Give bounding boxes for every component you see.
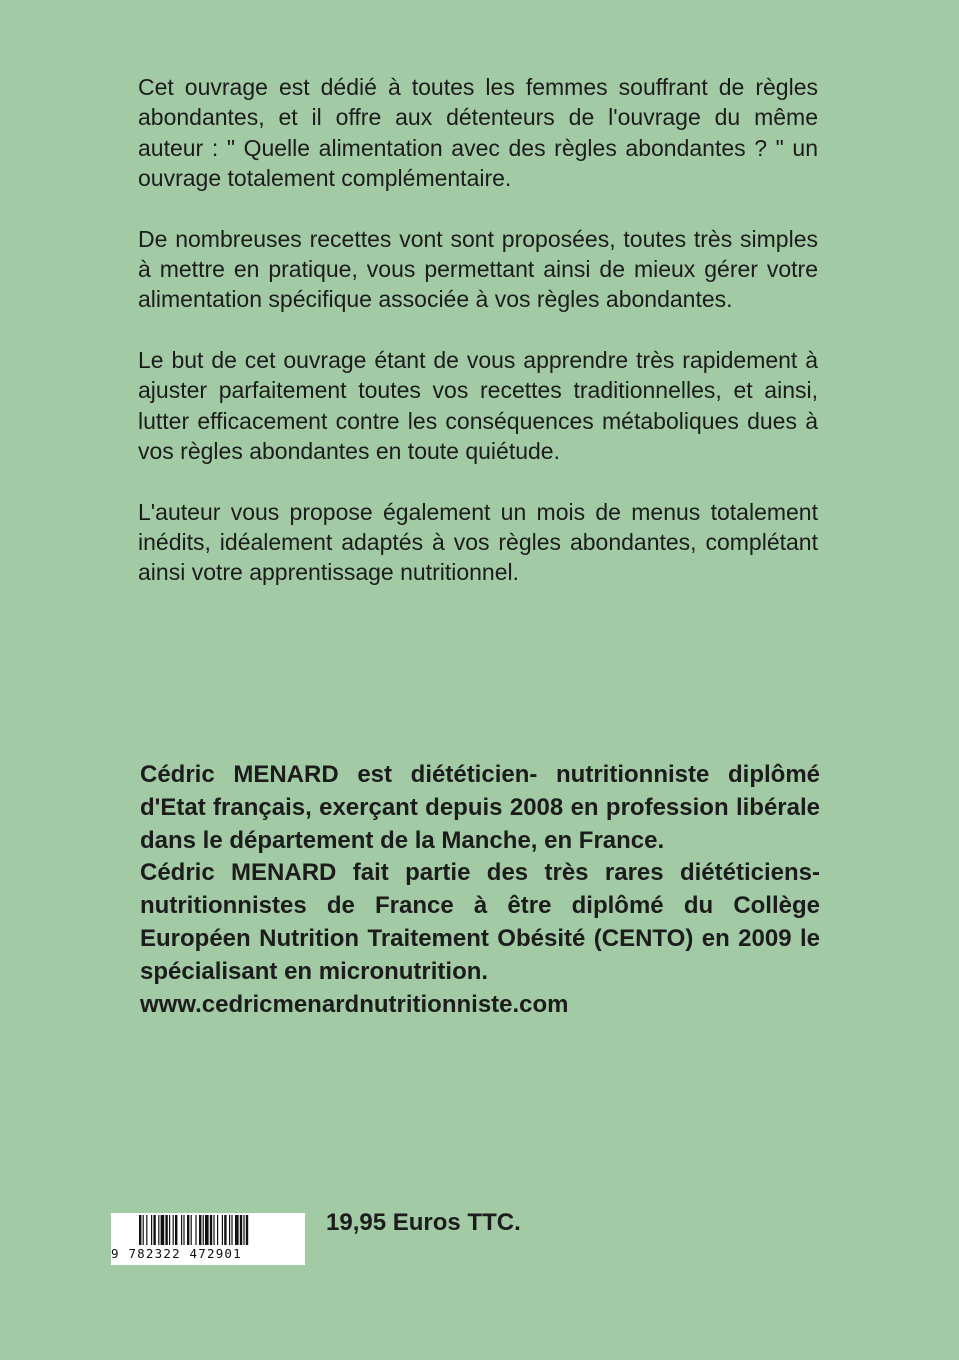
blurb-paragraph-2: De nombreuses recettes vont sont proposées, toutes très simples à mettre en pratique, vous permettant ainsi de mieux gérer votre alimentation spécifique associée à vos règles abondantes. [138, 225, 818, 313]
barcode-bar [175, 1215, 177, 1245]
barcode-bar [195, 1215, 196, 1245]
author-bio-paragraph-1: Cédric MENARD est diététicien- nutritionniste diplômé d'Etat français, exerçant depuis 2008 en profession libérale dans le département de la Manche, en France. [140, 761, 820, 854]
price-label: 19,95 Euros TTC. [326, 1209, 521, 1236]
barcode-bar [243, 1215, 244, 1245]
barcode-bar [158, 1215, 159, 1245]
barcode-bar [139, 1215, 141, 1245]
author-biography [140, 759, 820, 1021]
barcode-bar [191, 1215, 192, 1245]
barcode-bar [217, 1215, 218, 1245]
blurb-paragraph-4: L'auteur vous propose également un mois de menus totalement inédits, idéalement adaptés à vos règles abondantes, complétant ainsi votre apprentissage nutritionnel. [138, 498, 818, 586]
barcode-bars [111, 1213, 305, 1247]
author-bio-paragraph-2: Cédric MENARD fait partie des très rares diététiciens-nutritionnistes de France à être diplômé du Collège Européen Nutrition Traitement Obésité (CENTO) en 2009 le spécialisant en micronutrition. [140, 859, 820, 985]
barcode-bar [169, 1215, 170, 1245]
barcode-bar [246, 1215, 248, 1245]
blurb-paragraph-1: Cet ouvrage est dédié à toutes les femmes souffrant de règles abondantes, et il offre aux détenteurs de l'ouvrage du même auteur : " Quelle alimentation avec des règles abondantes ? " un ouvrage totalement complémentaire. [138, 74, 818, 191]
barcode-bar [143, 1215, 144, 1245]
barcode-bar [213, 1215, 214, 1245]
barcode-bar [161, 1215, 165, 1245]
blurb-paragraph-3: Le but de cet ouvrage étant de vous apprendre très rapidement à ajuster parfaitement toutes vos recettes traditionnelles, et ainsi, lutter efficacement contre les conséquences métaboliques dues à vos règles abondantes en toute quiétude. [138, 347, 818, 464]
barcode-bar [203, 1215, 204, 1245]
isbn-barcode [111, 1213, 305, 1265]
barcode-bar [146, 1215, 147, 1245]
barcode-bar [199, 1215, 201, 1245]
book-blurb [138, 72, 818, 618]
barcode-bar [222, 1215, 223, 1245]
barcode-bar [187, 1215, 189, 1245]
barcode-bar [153, 1215, 155, 1245]
barcode-bar [224, 1215, 226, 1245]
barcode-bar [183, 1215, 184, 1245]
barcode-bar [240, 1215, 242, 1245]
barcode-bar [205, 1215, 209, 1245]
barcode-bar [231, 1215, 232, 1245]
barcode-bar [210, 1215, 212, 1245]
barcode-bar [165, 1215, 167, 1245]
barcode-bar [173, 1215, 174, 1245]
barcode-digits: 9 782322 472901 [111, 1246, 242, 1261]
barcode-bar [181, 1215, 182, 1245]
barcode-bar [229, 1215, 230, 1245]
barcode-bar [235, 1215, 239, 1245]
author-website: www.cedricmenardnutritionniste.com [140, 990, 569, 1018]
barcode-bar [151, 1215, 152, 1245]
